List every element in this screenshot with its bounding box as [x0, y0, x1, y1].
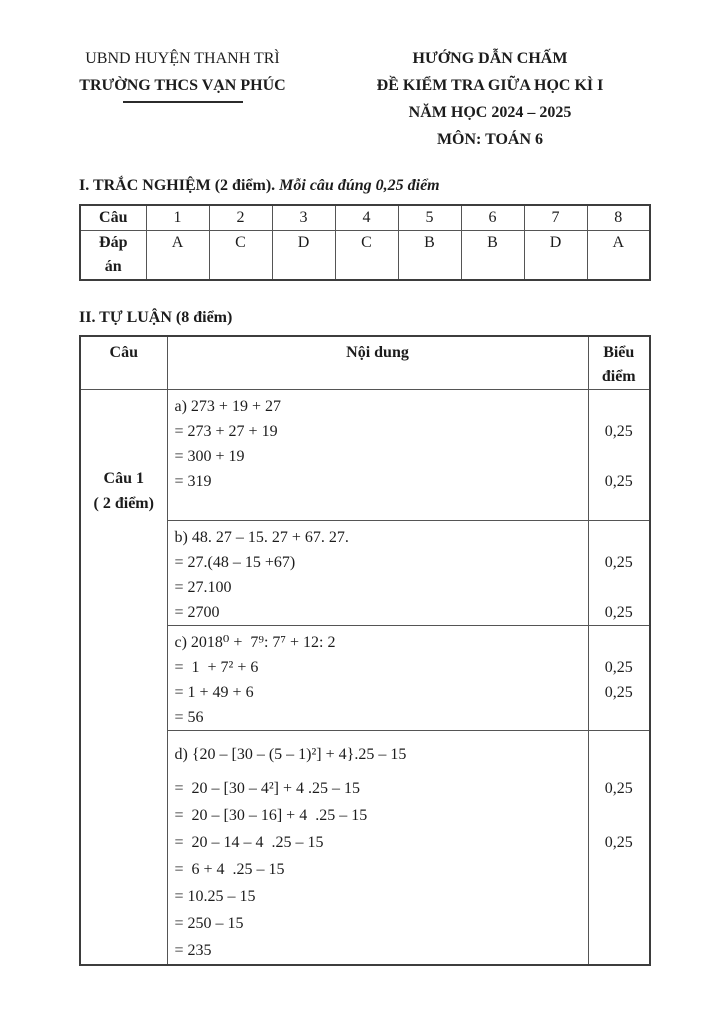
doc-title-line-2: ĐỀ KIỂM TRA GIỮA HỌC KÌ I: [376, 77, 604, 94]
math-line: = 27.(48 – 15 +67): [174, 554, 296, 571]
question-number-2: 2: [209, 205, 272, 231]
score-line: 0,25: [604, 780, 633, 797]
math-line: = 1 + 49 + 6: [174, 684, 254, 701]
part-c-content-cell: [167, 626, 588, 731]
math-line: = 20 – 14 – 4 .25 – 15: [174, 834, 324, 851]
math-line: = 2700: [174, 604, 220, 621]
question1-points: ( 2 điểm): [93, 495, 154, 512]
question-number-row: [80, 205, 650, 231]
score-line: [589, 937, 650, 964]
part-b-score-cell: [588, 521, 650, 626]
document-title-block: [362, 45, 618, 153]
score-line: [589, 910, 650, 937]
math-line: = 250 – 15: [174, 915, 244, 932]
answer-5: B: [398, 231, 461, 281]
math-line: = 6 + 4 .25 – 15: [174, 861, 285, 878]
score-line: [589, 525, 650, 550]
math-line: = 10.25 – 15: [174, 888, 256, 905]
col-header-points: [588, 336, 650, 390]
grading-table-header-row: [80, 336, 650, 390]
answer-3: D: [272, 231, 335, 281]
question-number-4: 4: [335, 205, 398, 231]
question-number-7: 7: [524, 205, 587, 231]
score-line: [589, 575, 650, 600]
answer-8: A: [587, 231, 650, 281]
section2-heading: II. TỰ LUẬN (8 điểm): [79, 309, 233, 326]
math-line: = 300 + 19: [174, 448, 245, 465]
question-row-label: Câu: [80, 205, 146, 231]
math-line: = 1 + 7² + 6: [174, 659, 259, 676]
answer-4: C: [335, 231, 398, 281]
math-line: = 319: [174, 473, 212, 490]
answer-1: A: [146, 231, 209, 281]
header-underline-rule: [123, 101, 243, 103]
score-line: 0,25: [604, 659, 633, 676]
part-c-score-cell: [588, 626, 650, 731]
section1-heading-main: I. TRẮC NGHIỆM (2 điểm).: [79, 177, 276, 194]
doc-title-line-1: HƯỚNG DẪN CHẤM: [412, 50, 568, 67]
col-header-question: Câu: [80, 336, 167, 390]
school-header-block: [70, 45, 295, 103]
col-header-content: Nội dung: [167, 336, 588, 390]
question-number-1: 1: [146, 205, 209, 231]
part-a-row: [80, 390, 650, 521]
answer-6: B: [461, 231, 524, 281]
score-line: [589, 802, 650, 829]
math-line: = 56: [174, 709, 204, 726]
section1-heading: [79, 176, 649, 196]
district-name: UBND HUYỆN THANH TRÌ: [85, 50, 280, 67]
math-line: = 273 + 27 + 19: [174, 423, 278, 440]
score-line: [589, 444, 650, 469]
col-header-points-line1: Biểu: [603, 344, 635, 361]
doc-title-line-3: NĂM HỌC 2024 – 2025: [408, 104, 572, 121]
grading-guide-table: [79, 335, 651, 966]
answer-label-line2: án: [104, 258, 122, 275]
math-line: = 20 – [30 – 4²] + 4 .25 – 15: [174, 780, 360, 797]
math-line: d) {20 – [30 – (5 – 1)²] + 4}.25 – 15: [174, 746, 407, 763]
answer-row-label: [80, 231, 146, 281]
part-a-score-cell: [588, 390, 650, 521]
question-number-6: 6: [461, 205, 524, 231]
math-line: a) 273 + 19 + 27: [174, 398, 281, 415]
question-number-3: 3: [272, 205, 335, 231]
part-d-score-cell: [588, 731, 650, 966]
score-line: [589, 394, 650, 419]
school-name: TRƯỜNG THCS VẠN PHÚC: [79, 77, 286, 94]
question1-label-cell: [80, 390, 167, 966]
score-line: 0,25: [604, 473, 633, 490]
answer-2: C: [209, 231, 272, 281]
answer-row: [80, 231, 650, 281]
score-line: 0,25: [604, 834, 633, 851]
col-header-points-line2: điểm: [601, 368, 636, 385]
math-line: = 27.100: [174, 579, 232, 596]
question-number-5: 5: [398, 205, 461, 231]
answer-key-table: [79, 204, 651, 281]
score-line: 0,25: [604, 684, 633, 701]
doc-title-line-4: MÔN: TOÁN 6: [436, 131, 544, 148]
question1-label: Câu 1: [103, 470, 144, 487]
part-a-content-cell: [167, 390, 588, 521]
part-b-content-cell: [167, 521, 588, 626]
section1-heading-note: Mỗi câu đúng 0,25 điểm: [279, 177, 440, 194]
score-line: 0,25: [604, 604, 633, 621]
section-multiple-choice: [79, 176, 649, 281]
score-line: [589, 630, 650, 655]
part-d-content-cell: [167, 731, 588, 966]
answer-7: D: [524, 231, 587, 281]
math-line: b) 48. 27 – 15. 27 + 67. 27.: [174, 529, 349, 546]
section-essay: [79, 308, 649, 966]
question-number-8: 8: [587, 205, 650, 231]
score-line: [589, 856, 650, 883]
score-line: [589, 883, 650, 910]
math-line: c) 2018⁰ + 7⁹: 7⁷ + 12: 2: [174, 634, 336, 651]
math-line: = 20 – [30 – 16] + 4 .25 – 15: [174, 807, 368, 824]
score-line: 0,25: [604, 423, 633, 440]
score-line: [589, 705, 650, 730]
score-line: 0,25: [604, 554, 633, 571]
score-line: [589, 735, 650, 775]
math-line: = 235: [174, 942, 212, 959]
answer-label-line1: Đáp: [99, 234, 128, 251]
